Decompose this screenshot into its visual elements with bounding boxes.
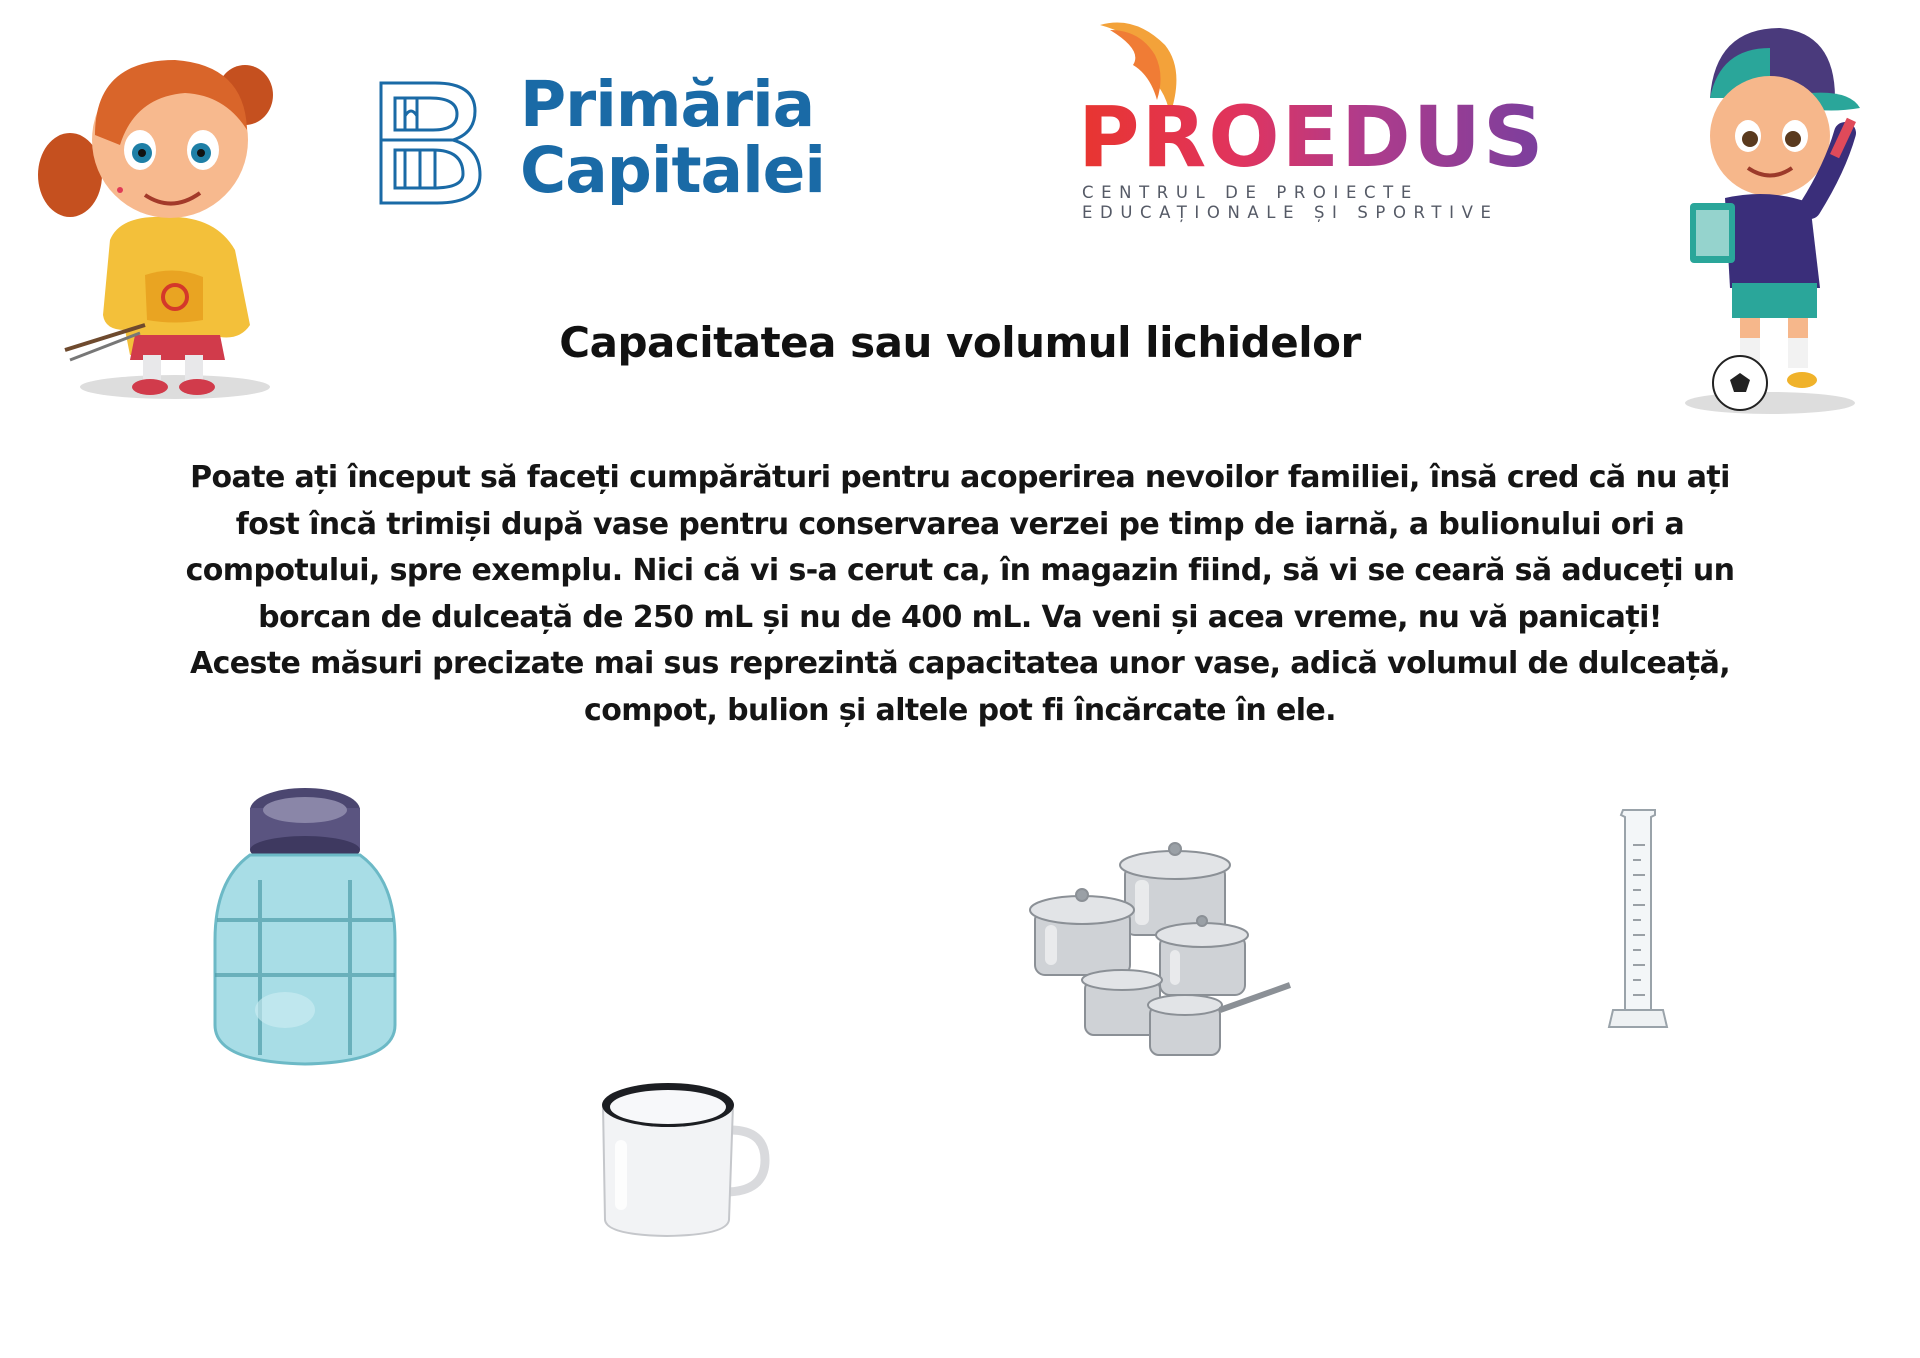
body-paragraph (140, 455, 1780, 734)
primaria-logo-text (520, 68, 825, 207)
paragraph-line: fost încă trimiși după vase pentru conservarea verzei pe timp de iarnă, a bulionului ori a (235, 506, 1685, 542)
primaria-emblem-icon (375, 78, 485, 208)
paragraph-line: Poate ați început să faceți cumpărături pentru acoperirea nevoilor familiei, însă cred că nu ați (190, 460, 1730, 495)
enamel-mug-icon (595, 1080, 770, 1240)
paragraph-line: Aceste măsuri precizate mai sus reprezintă capacitatea unor vase, adică volumul de dulceață, (189, 646, 1731, 681)
proedus-logo-word: PROEDUS (1078, 88, 1546, 186)
cooking-pots-set-icon (1010, 835, 1300, 1065)
glass-jar-icon (205, 780, 415, 1070)
paragraph-line: compot, bulion și altele pot fi încărcate în ele. (584, 692, 1336, 728)
proedus-subtitle-line1: CENTRUL DE PROIECTE (1082, 183, 1419, 202)
page-title: Capacitatea sau volumul lichidelor (559, 318, 1361, 367)
proedus-subtitle-line2: EDUCAȚIONALE ȘI SPORTIVE (1082, 203, 1499, 222)
graduated-cylinder-icon (1603, 805, 1673, 1045)
paragraph-line: borcan de dulceață de 250 mL și nu de 400 mL. Va veni și acea vreme, nu vă panicați! (258, 599, 1662, 635)
primaria-logo-line2: Capitalei (520, 134, 825, 207)
paragraph-line: compotului, spre exemplu. Nici că vi s-a cerut ca, în magazin fiind, să vi se ceară să aduceți un (185, 553, 1735, 588)
primaria-logo-line1: Primăria (520, 68, 815, 141)
